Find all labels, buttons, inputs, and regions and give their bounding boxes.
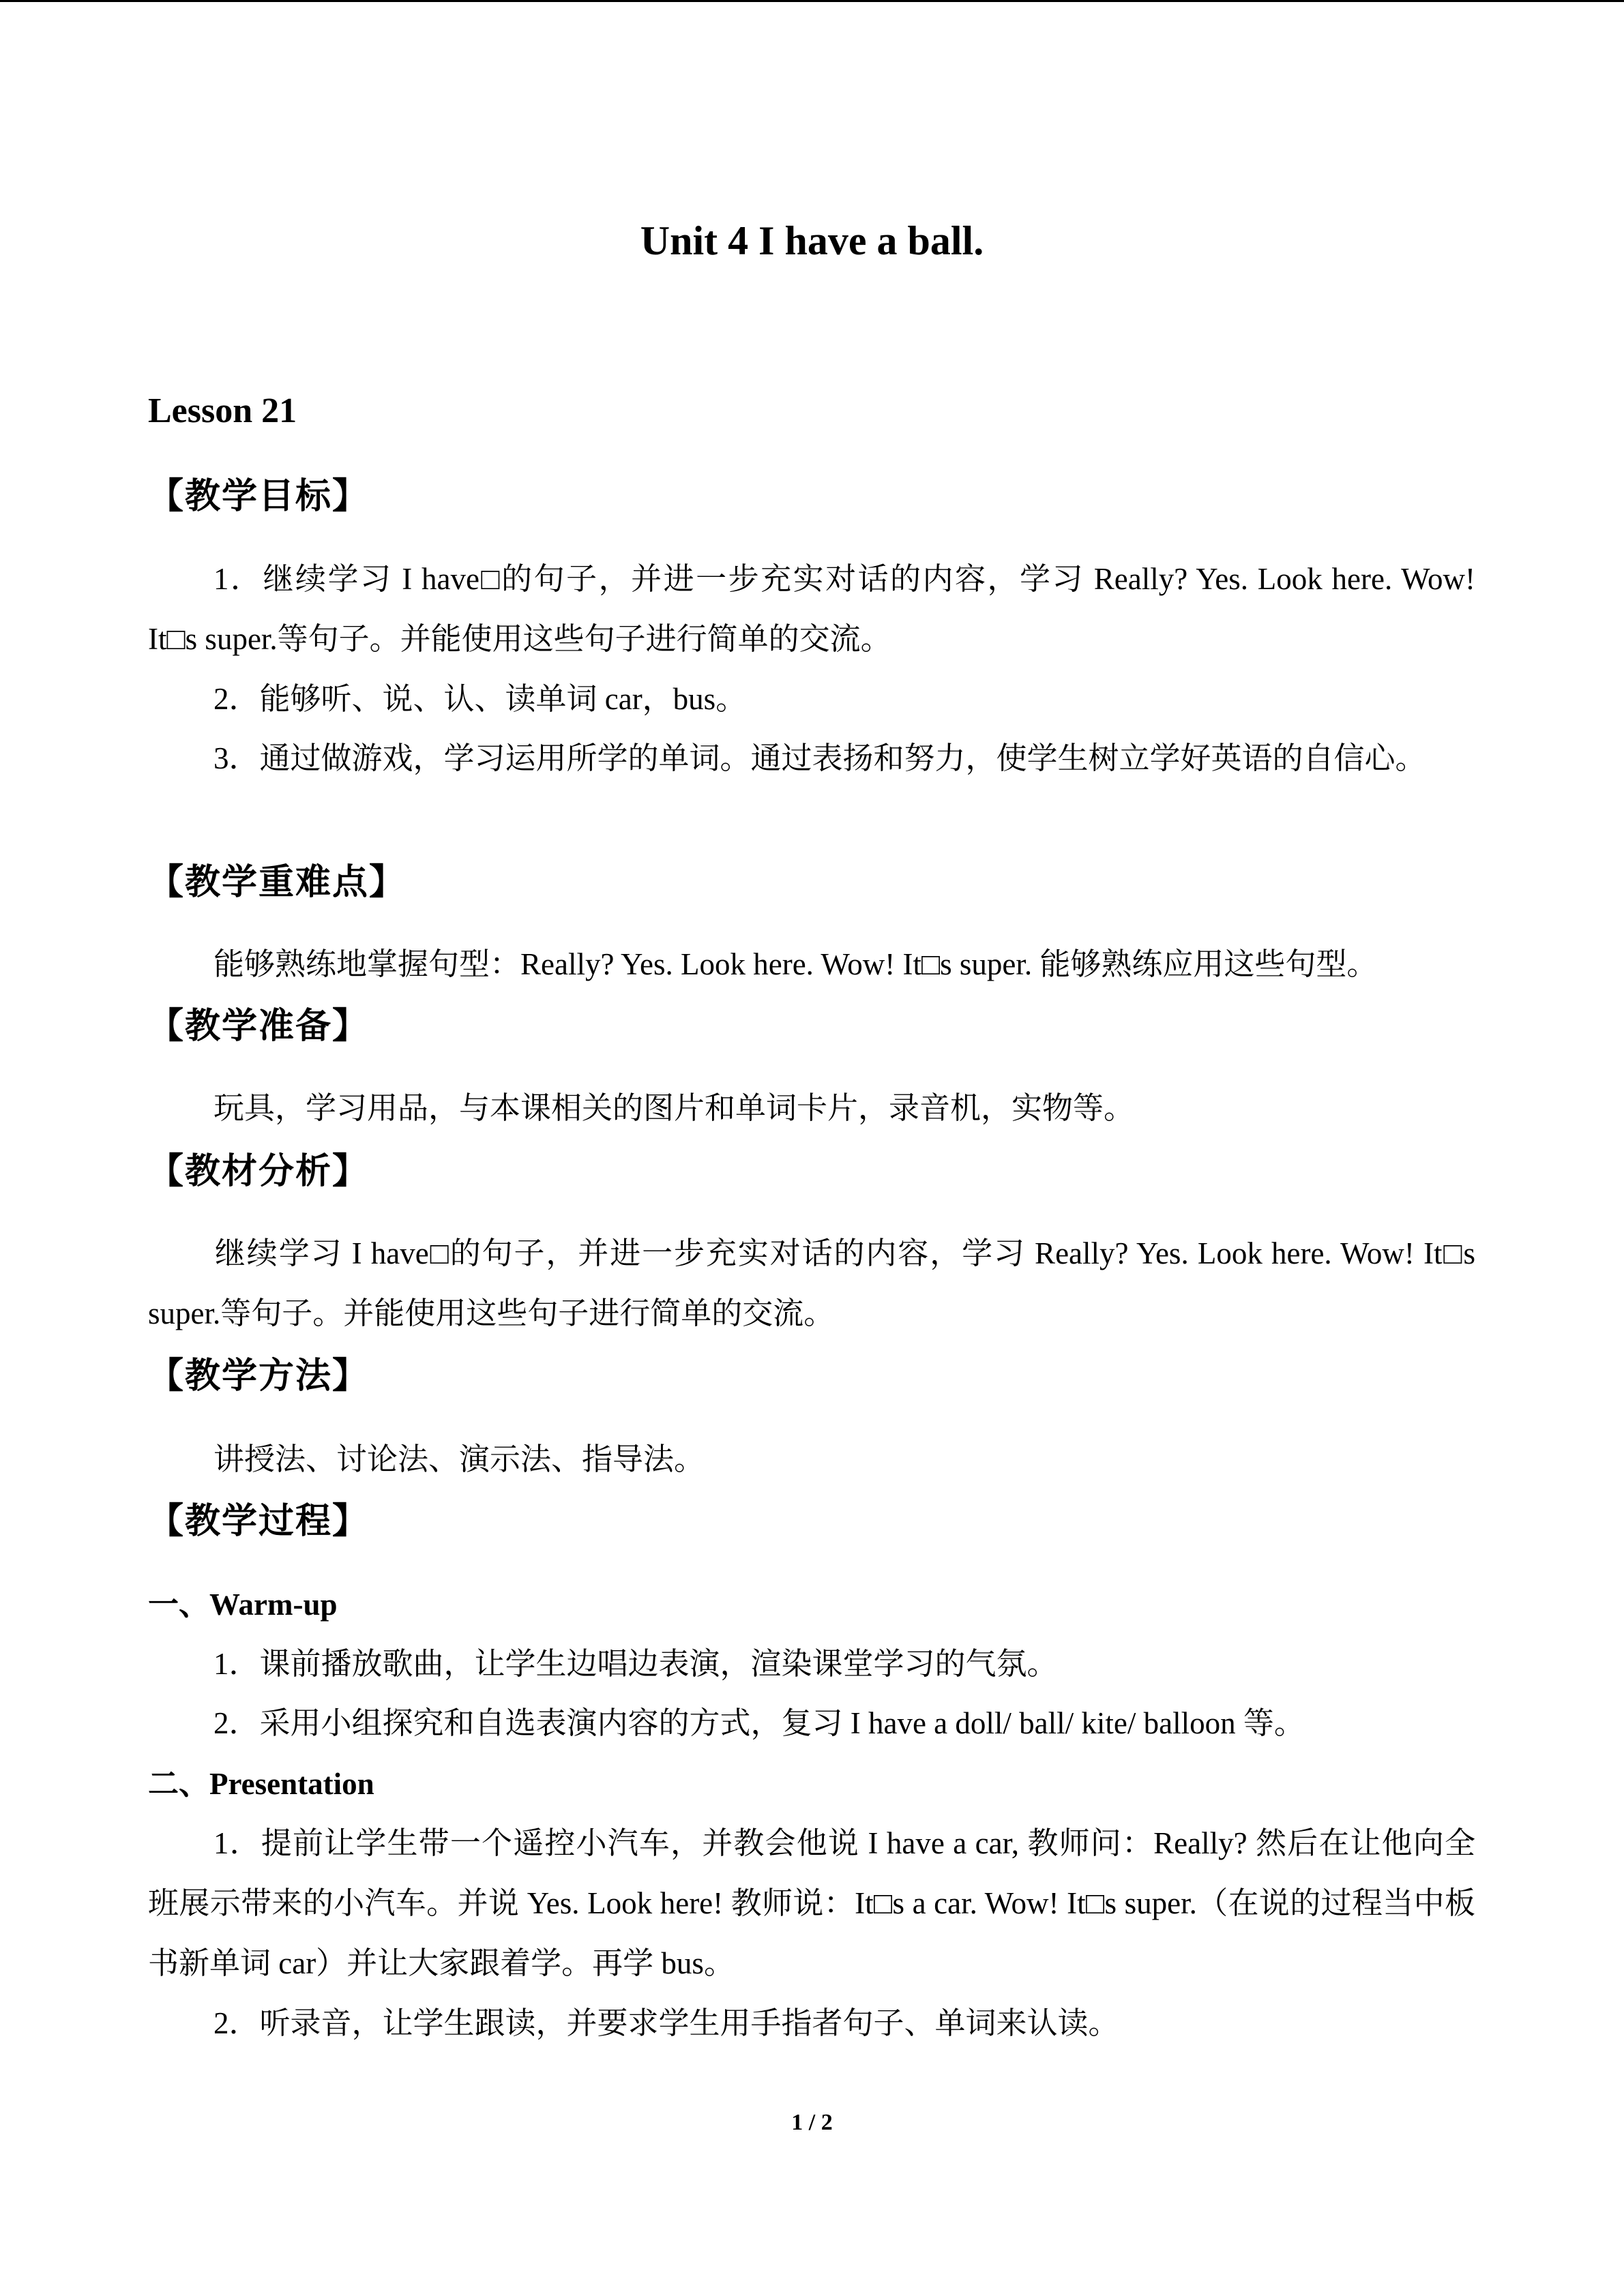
page-number: 1 / 2	[791, 2110, 833, 2135]
presentation-item-1: 1．提前让学生带一个遥控小汽车，并教会他说 I have a car, 教师问：Really? 然后在让他向全班展示带来的小汽车。并说 Yes. Look here! 教师说：It□s a car. Wow! It□s super.（在说的过程当中板书新单词 car）并让大家跟着学。再学 bus。	[148, 1826, 1475, 1980]
objectives-paragraph-1: 1．继续学习 I have□的句子，并进一步充实对话的内容，学习 Really? Yes. Look here. Wow! It□s super.等句子。并能使用这些句子进行简单的交流。	[148, 562, 1475, 656]
preparation-paragraph: 玩具，学习用品，与本课相关的图片和单词卡片，录音机，实物等。	[213, 1091, 1135, 1125]
section-heading-analysis: 【教材分析】	[148, 1151, 370, 1192]
presentation-heading: 二、Presentation	[148, 1767, 374, 1801]
objectives-paragraph-2: 2．能够听、说、认、读单词 car，bus。	[213, 682, 747, 716]
warmup-item-1: 1．课前播放歌曲，让学生边唱边表演，渲染课堂学习的气氛。	[213, 1647, 1058, 1681]
lesson-heading: Lesson 21	[148, 391, 297, 430]
section-heading-methods: 【教学方法】	[148, 1356, 370, 1397]
warmup-item-2: 2．采用小组探究和自选表演内容的方式，复习 I have a doll/ ball/ kite/ balloon 等。	[213, 1706, 1305, 1740]
document-title: Unit 4 I have a ball.	[640, 218, 984, 263]
section-heading-preparation: 【教学准备】	[148, 1006, 370, 1047]
warmup-heading: 一、Warm-up	[148, 1587, 338, 1622]
methods-paragraph: 讲授法、讨论法、演示法、指导法。	[213, 1442, 705, 1476]
section-heading-objectives: 【教学目标】	[148, 476, 370, 517]
section-heading-key-points: 【教学重难点】	[148, 862, 407, 903]
presentation-item-2: 2．听录音，让学生跟读，并要求学生用手指者句子、单词来认读。	[213, 2006, 1119, 2040]
objectives-paragraph-3: 3．通过做游戏，学习运用所学的单词。通过表扬和努力，使学生树立学好英语的自信心。	[213, 741, 1426, 775]
analysis-paragraph: 继续学习 I have□的句子，并进一步充实对话的内容，学习 Really? Yes. Look here. Wow! It□s super.等句子。并能使用这些句子进行简单的交流。	[148, 1236, 1475, 1330]
key-points-paragraph: 能够熟练地掌握句型：Really? Yes. Look here. Wow! It□s super. 能够熟练应用这些句型。	[213, 947, 1378, 981]
section-heading-process: 【教学过程】	[148, 1501, 370, 1542]
